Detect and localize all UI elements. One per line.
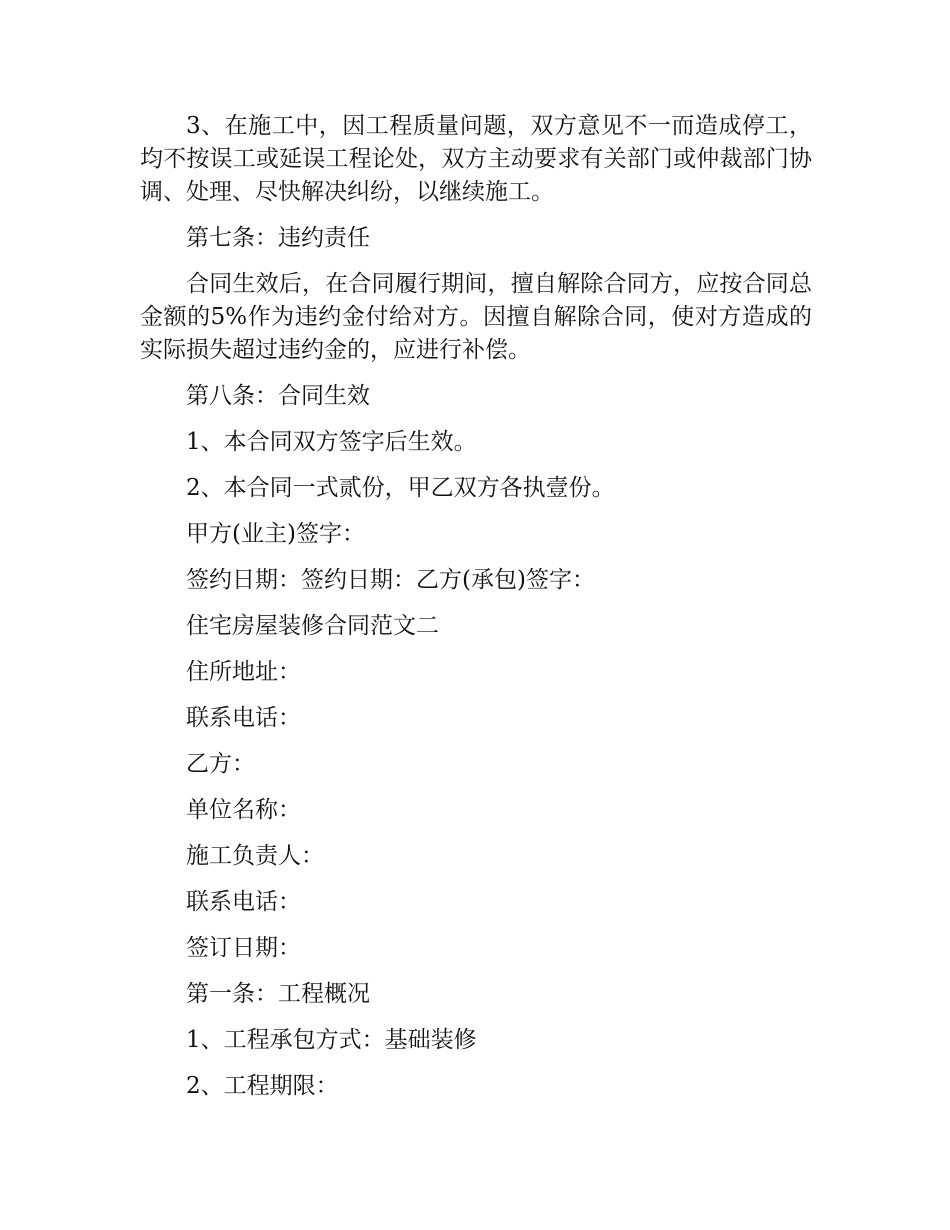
heading-article-7-liability: 第七条：违约责任 xyxy=(186,225,370,251)
paragraph-project-duration: 2、工程期限： xyxy=(186,1073,339,1099)
paragraph-clause-1-signing: 1、本合同双方签字后生效。 xyxy=(186,429,477,455)
address-field-label: 住所地址： xyxy=(186,659,301,685)
signing-date-line: 签约日期：签约日期：乙方(承包)签字： xyxy=(186,567,595,593)
paragraph-contract-method: 1、工程承包方式：基础装修 xyxy=(186,1027,477,1053)
construction-manager-field-label: 施工负责人： xyxy=(186,843,324,869)
heading-article-1-overview: 第一条：工程概况 xyxy=(186,981,370,1007)
sample-contract-2-title: 住宅房屋装修合同范文二 xyxy=(186,613,439,639)
company-name-field-label: 单位名称： xyxy=(186,797,301,823)
heading-article-8-effective: 第八条：合同生效 xyxy=(186,383,370,409)
phone-field-label: 联系电话： xyxy=(186,705,301,731)
sign-date-field-label: 签订日期： xyxy=(186,935,301,961)
party-a-signature-line: 甲方(业主)签字： xyxy=(186,521,365,547)
document-page xyxy=(140,110,812,1116)
paragraph-clause-3-dispute: 3、在施工中，因工程质量问题，双方意见不一而造成停工，均不按误工或延误工程论处，双方主动要求有关部门或仲裁部门协调、处理、尽快解决纠纷，以继续施工。 xyxy=(140,113,812,205)
party-b-label: 乙方： xyxy=(186,751,255,777)
phone-field-label-2: 联系电话： xyxy=(186,889,301,915)
paragraph-clause-2-copies: 2、本合同一式贰份，甲乙双方各执壹份。 xyxy=(186,475,615,501)
paragraph-breach-penalty: 合同生效后，在合同履行期间，擅自解除合同方，应按合同总金额的5%作为违约金付给对方。因擅自解除合同，使对方造成的实际损失超过违约金的，应进行补偿。 xyxy=(140,271,812,363)
